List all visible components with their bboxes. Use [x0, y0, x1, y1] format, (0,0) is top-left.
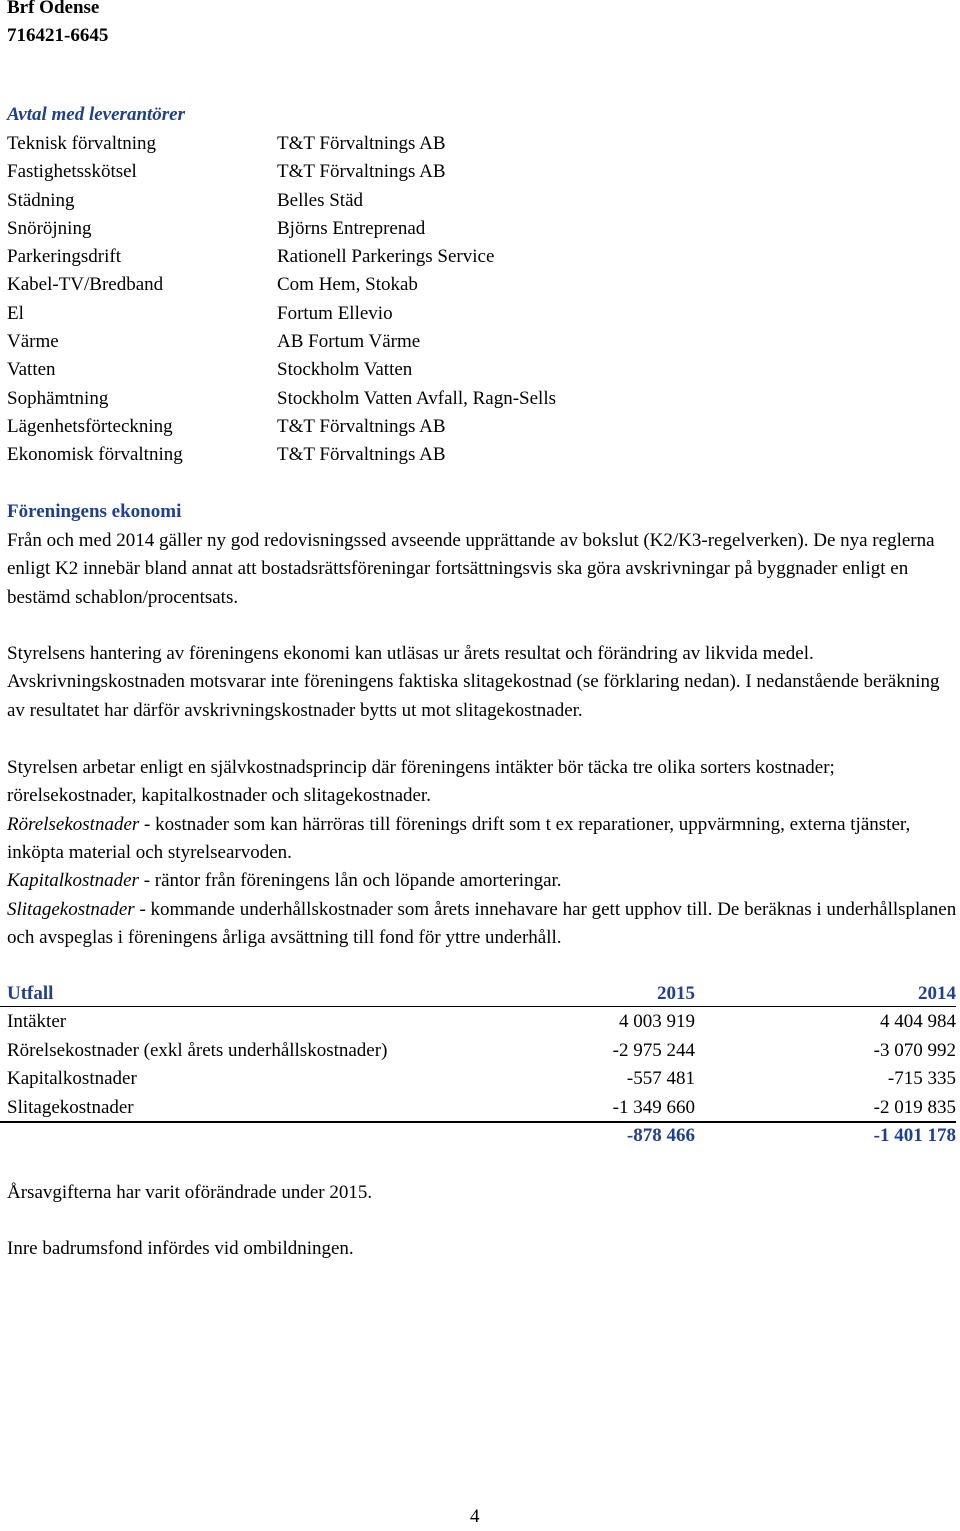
definition-label: Rörelsekostnader	[7, 814, 140, 835]
supplier-provider: Björns Entreprenad	[277, 217, 426, 239]
org-number: 716421-6645	[7, 25, 109, 46]
table-total-divider	[0, 1121, 956, 1123]
list-item	[7, 300, 647, 328]
page-number: 4	[470, 1506, 480, 1527]
supplier-category: Sophämtning	[7, 387, 109, 409]
value-2014: 4 404 984	[880, 1011, 956, 1033]
list-item	[7, 158, 647, 186]
supplier-provider: Fortum Ellevio	[277, 302, 393, 324]
list-item	[7, 356, 647, 384]
value-2015: -557 481	[626, 1068, 695, 1090]
list-item	[7, 130, 647, 158]
definition-text: räntor från föreningens lån och löpande amorteringar.	[150, 870, 562, 891]
definition-text: - kommande underhållskostnader som årets innehavare har gett upphov till. De beräknas i underhållsplanen och avspeglas i föreningens årliga avsättning till fond för yttre underhåll.	[7, 899, 957, 949]
economy-paragraph-2: Styrelsens hantering av föreningens ekonomi kan utläsas ur årets resultat och förändring av likvida medel. Avskrivningskostnaden motsvarar inte föreningens faktiska slitagekostnad (se förklaring nedan). I nedanstående beräkning av resultatet har därför avskrivningskostnader bytts ut mot slitagekostnader.	[7, 643, 940, 721]
row-label: Intäkter	[7, 1011, 67, 1033]
list-item	[7, 413, 647, 441]
supplier-category: Ekonomisk förvaltning	[7, 444, 183, 466]
table-title: Utfall	[7, 983, 54, 1004]
total-2014: -1 401 178	[873, 1124, 956, 1146]
row-label: Kapitalkostnader	[7, 1068, 137, 1090]
supplier-provider: AB Fortum Värme	[277, 331, 421, 353]
supplier-category: Lägenhetsförteckning	[7, 415, 173, 437]
note-annual-fee: Årsavgifterna har varit oförändrade under 2015.	[7, 1182, 373, 1203]
supplier-category: Snöröjning	[7, 217, 92, 239]
table-total-row	[4, 1122, 956, 1150]
column-header-2014: 2014	[918, 983, 956, 1004]
suppliers-title: Avtal med leverantörer	[7, 104, 186, 125]
supplier-provider: Stockholm Vatten	[277, 359, 413, 381]
value-2015: -2 975 244	[612, 1039, 695, 1061]
supplier-provider: T&T Förvaltnings AB	[277, 415, 446, 437]
value-2014: -3 070 992	[873, 1039, 956, 1061]
supplier-category: Parkeringsdrift	[7, 246, 121, 268]
list-item	[7, 328, 647, 356]
note-bathroom-fund: Inre badrumsfond infördes vid ombildningen.	[7, 1238, 354, 1259]
economy-paragraph-1: Från och med 2014 gäller ny god redovisningssed avseende upprättande av bokslut (K2/K3-regelverken). De nya reglerna enligt K2 innebär bland annat att bostadsrättsföreningar fortsättningsvis ska göra avskrivningar på byggnader enligt en bestämd schablon/procentsats.	[7, 530, 935, 608]
supplier-provider: Rationell Parkerings Service	[277, 246, 495, 268]
row-label: Slitagekostnader	[7, 1096, 134, 1118]
supplier-provider: Stockholm Vatten Avfall, Ragn-Sells	[277, 387, 556, 409]
supplier-provider: T&T Förvaltnings AB	[277, 161, 446, 183]
suppliers-list	[7, 130, 647, 470]
supplier-category: Fastighetsskötsel	[7, 161, 137, 183]
supplier-category: El	[7, 302, 24, 324]
list-item	[7, 385, 647, 413]
list-item	[7, 187, 647, 215]
supplier-provider: Belles Städ	[277, 189, 364, 211]
total-2015: -878 466	[626, 1124, 695, 1146]
value-2015: 4 003 919	[619, 1011, 695, 1033]
definition-text: - kostnader som kan härröras till förenings drift som t ex reparationer, uppvärmning, externa tjänster, inköpta material och styrelsearvoden.	[7, 814, 911, 864]
column-header-2015: 2015	[657, 983, 695, 1004]
supplier-category: Teknisk förvaltning	[7, 133, 157, 154]
table-header-row	[4, 980, 956, 1008]
definition-slitage	[7, 896, 957, 953]
value-2015: -1 349 660	[612, 1096, 695, 1118]
economy-title: Föreningens ekonomi	[7, 501, 182, 522]
list-item	[7, 271, 647, 299]
supplier-category: Kabel-TV/Bredband	[7, 274, 164, 296]
supplier-provider: Com Hem, Stokab	[277, 274, 418, 296]
supplier-category: Värme	[7, 331, 59, 353]
table-row	[4, 1008, 956, 1036]
table-row	[4, 1094, 956, 1122]
org-name: Brf Odense	[7, 0, 100, 18]
table-row	[4, 1037, 956, 1065]
supplier-category: Vatten	[7, 359, 56, 381]
row-label: Rörelsekostnader (exkl årets underhållskostnader)	[7, 1039, 388, 1061]
list-item	[7, 441, 647, 469]
definition-rorelse	[7, 811, 957, 868]
definition-label: Slitagekostnader	[7, 899, 135, 920]
supplier-provider: T&T Förvaltnings AB	[277, 133, 446, 154]
table-header-divider	[0, 1006, 956, 1007]
supplier-provider: T&T Förvaltnings AB	[277, 444, 446, 466]
table-row	[4, 1065, 956, 1093]
definition-label: Kapitalkostnader -	[7, 870, 151, 891]
value-2014: -2 019 835	[873, 1096, 956, 1118]
supplier-category: Städning	[7, 189, 75, 211]
list-item	[7, 243, 647, 271]
definition-kapital	[7, 867, 957, 895]
economy-paragraph-3: Styrelsen arbetar enligt en självkostnadsprincip där föreningens intäkter bör täcka tre olika sorters kostnader; rörelsekostnader, kapitalkostnader och slitagekostnader.	[7, 757, 835, 807]
list-item	[7, 215, 647, 243]
value-2014: -715 335	[887, 1068, 956, 1090]
